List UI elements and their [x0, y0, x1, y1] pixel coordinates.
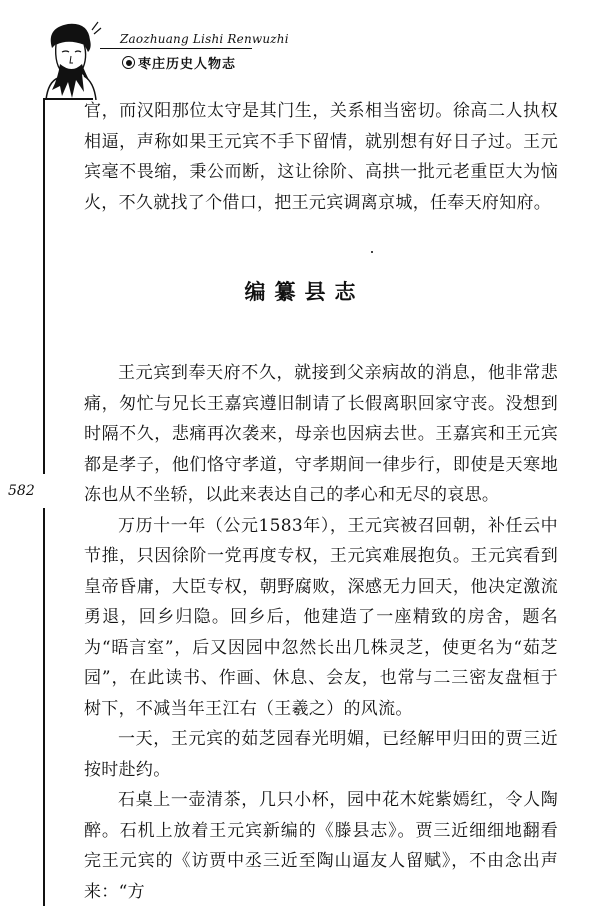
- page-number: 582: [8, 483, 35, 499]
- author-portrait-illustration: [38, 18, 102, 100]
- section-title: 编纂县志: [244, 280, 365, 304]
- body-paragraph: 万历十一年（公元1583年），王元宾被召回朝，补任云中节推，只因徐阶一党再度专权，王元宾难展抱负。王元宾看到皇帝昏庸，大臣专权，朝野腐败，深感无力回天，他决定激流勇退，回乡归隐。回乡后，他建造了一座精致的房舍，题名为“晤言室”，后又因园中忽然长出几株灵芝，使更名为“茹芝园”，在此读书、作画、休息、会友，也常与二三密友盘桓于树下，不减当年王江右（王羲之）的风流。: [84, 515, 558, 719]
- body-paragraph: 王元宾到奉天府不久，就接到父亲病故的消息，他非常悲痛，匆忙与兄长王嘉宾遵旧制请了长假离职回家守丧。没想到时隔不久，悲痛再次袭来，母亲也因病去世。王嘉宾和王元宾都是孝子，他们恪守孝道，守孝期间一律步行，即使是天寒地冻也从不坐轿，以此来表达自己的孝心和无尽的哀思。: [84, 363, 558, 505]
- intro-text-block: [84, 96, 558, 218]
- decorative-dot: [371, 251, 373, 253]
- body-paragraph: 石桌上一壶清茶，几只小杯，园中花木姹紫嫣红，令人陶醉。石机上放着王元宾新编的《滕县志》。贾三近细细地翻看完王元宾的《访贾中丞三近至陶山逼友人留赋》，不由念出声来：“方: [84, 790, 558, 902]
- body-paragraph: 一天，王元宾的茹芝园春光明媚，已经解甲归田的贾三近按时赴约。: [84, 729, 558, 780]
- header-title-english: Zaozhuang Lishi Renwuzhi: [120, 32, 289, 46]
- header-title-chinese: [122, 53, 236, 72]
- header-divider: [100, 48, 252, 49]
- section-body: [84, 358, 558, 907]
- header-title-chinese-text: 枣庄历史人物志: [138, 57, 237, 72]
- page-number-gap: [36, 474, 52, 508]
- circle-bullet-icon: [122, 56, 135, 69]
- intro-paragraph: 官，而汉阳那位太守是其门生，关系相当密切。徐高二人执权相逼，声称如果王元宾不手下留情，就别想有好日子过。王元宾毫不畏缩，秉公而断，这让徐阶、高拱一批元老重臣大为恼火，不久就找了个借口，把王元宾调离京城，任奉天府知府。: [84, 101, 558, 213]
